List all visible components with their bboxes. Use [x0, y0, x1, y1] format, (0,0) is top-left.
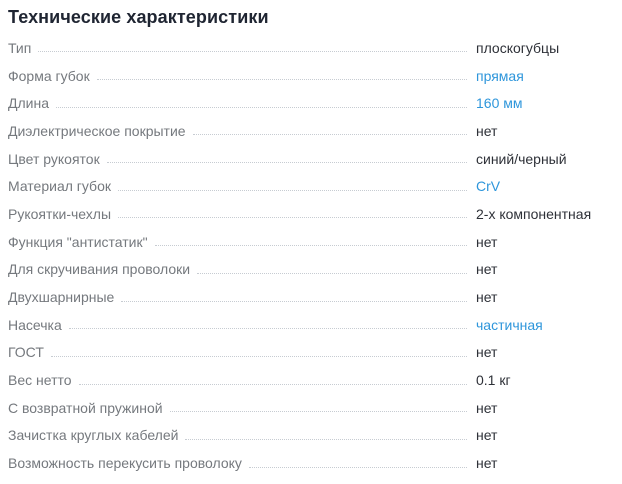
spec-label: Рукоятки-чехлы — [8, 205, 112, 222]
spec-label: Возможность перекусить проволоку — [8, 455, 242, 472]
dotted-leader — [155, 245, 467, 246]
spec-row — [8, 394, 622, 422]
dotted-leader — [118, 217, 467, 218]
spec-row — [8, 422, 622, 450]
dotted-leader — [69, 328, 467, 329]
spec-value-link[interactable]: CrV — [476, 178, 501, 195]
spec-value: плоскогубцы — [476, 39, 560, 56]
dotted-leader — [170, 411, 467, 412]
spec-value: нет — [476, 455, 498, 472]
dotted-leader — [193, 134, 467, 135]
spec-label: Форма губок — [8, 67, 90, 84]
spec-value: нет — [476, 233, 498, 250]
dotted-leader — [121, 301, 467, 302]
dotted-leader — [107, 162, 467, 163]
spec-label: С возвратной пружиной — [8, 399, 163, 416]
spec-label: Материал губок — [8, 178, 111, 195]
spec-label: Длина — [8, 95, 49, 112]
spec-row — [8, 366, 622, 394]
spec-row — [8, 34, 622, 62]
spec-row — [8, 172, 622, 200]
spec-value: нет — [476, 261, 498, 278]
dotted-leader — [185, 439, 467, 440]
dotted-leader — [79, 384, 467, 385]
spec-label: Для скручивания проволоки — [8, 261, 191, 278]
spec-row — [8, 311, 622, 339]
spec-label: Зачистка круглых кабелей — [8, 427, 179, 444]
spec-value: 2-х компонентная — [476, 205, 592, 222]
spec-label: Вес нетто — [8, 372, 72, 389]
spec-row — [8, 256, 622, 284]
spec-value-link[interactable]: прямая — [476, 67, 524, 84]
spec-label: Диэлектрическое покрытие — [8, 122, 186, 139]
spec-label: Цвет рукояток — [8, 150, 100, 167]
dotted-leader — [197, 273, 467, 274]
specs-table — [8, 34, 622, 477]
spec-row — [8, 228, 622, 256]
spec-row — [8, 339, 622, 367]
spec-value: 0.1 кг — [476, 372, 511, 389]
dotted-leader — [56, 107, 467, 108]
spec-value: нет — [476, 289, 498, 306]
spec-row — [8, 117, 622, 145]
spec-row — [8, 145, 622, 173]
spec-row — [8, 283, 622, 311]
spec-row — [8, 89, 622, 117]
spec-label: Функция "антистатик" — [8, 233, 148, 250]
dotted-leader — [38, 51, 467, 52]
spec-row — [8, 449, 622, 477]
spec-row — [8, 200, 622, 228]
spec-row — [8, 62, 622, 90]
spec-value: нет — [476, 427, 498, 444]
spec-value-link[interactable]: 160 мм — [476, 95, 523, 112]
dotted-leader — [97, 79, 467, 80]
dotted-leader — [51, 356, 467, 357]
spec-label: Насечка — [8, 316, 62, 333]
spec-label: Двухшарнирные — [8, 289, 115, 306]
dotted-leader — [118, 190, 467, 191]
spec-value: нет — [476, 344, 498, 361]
dotted-leader — [249, 467, 467, 468]
section-title: Технические характеристики — [8, 7, 269, 27]
spec-label: ГОСТ — [8, 344, 44, 361]
spec-label: Тип — [8, 39, 32, 56]
spec-value: нет — [476, 399, 498, 416]
spec-value: синий/черный — [476, 150, 567, 167]
spec-value-link[interactable]: частичная — [476, 316, 543, 333]
spec-value: нет — [476, 122, 498, 139]
